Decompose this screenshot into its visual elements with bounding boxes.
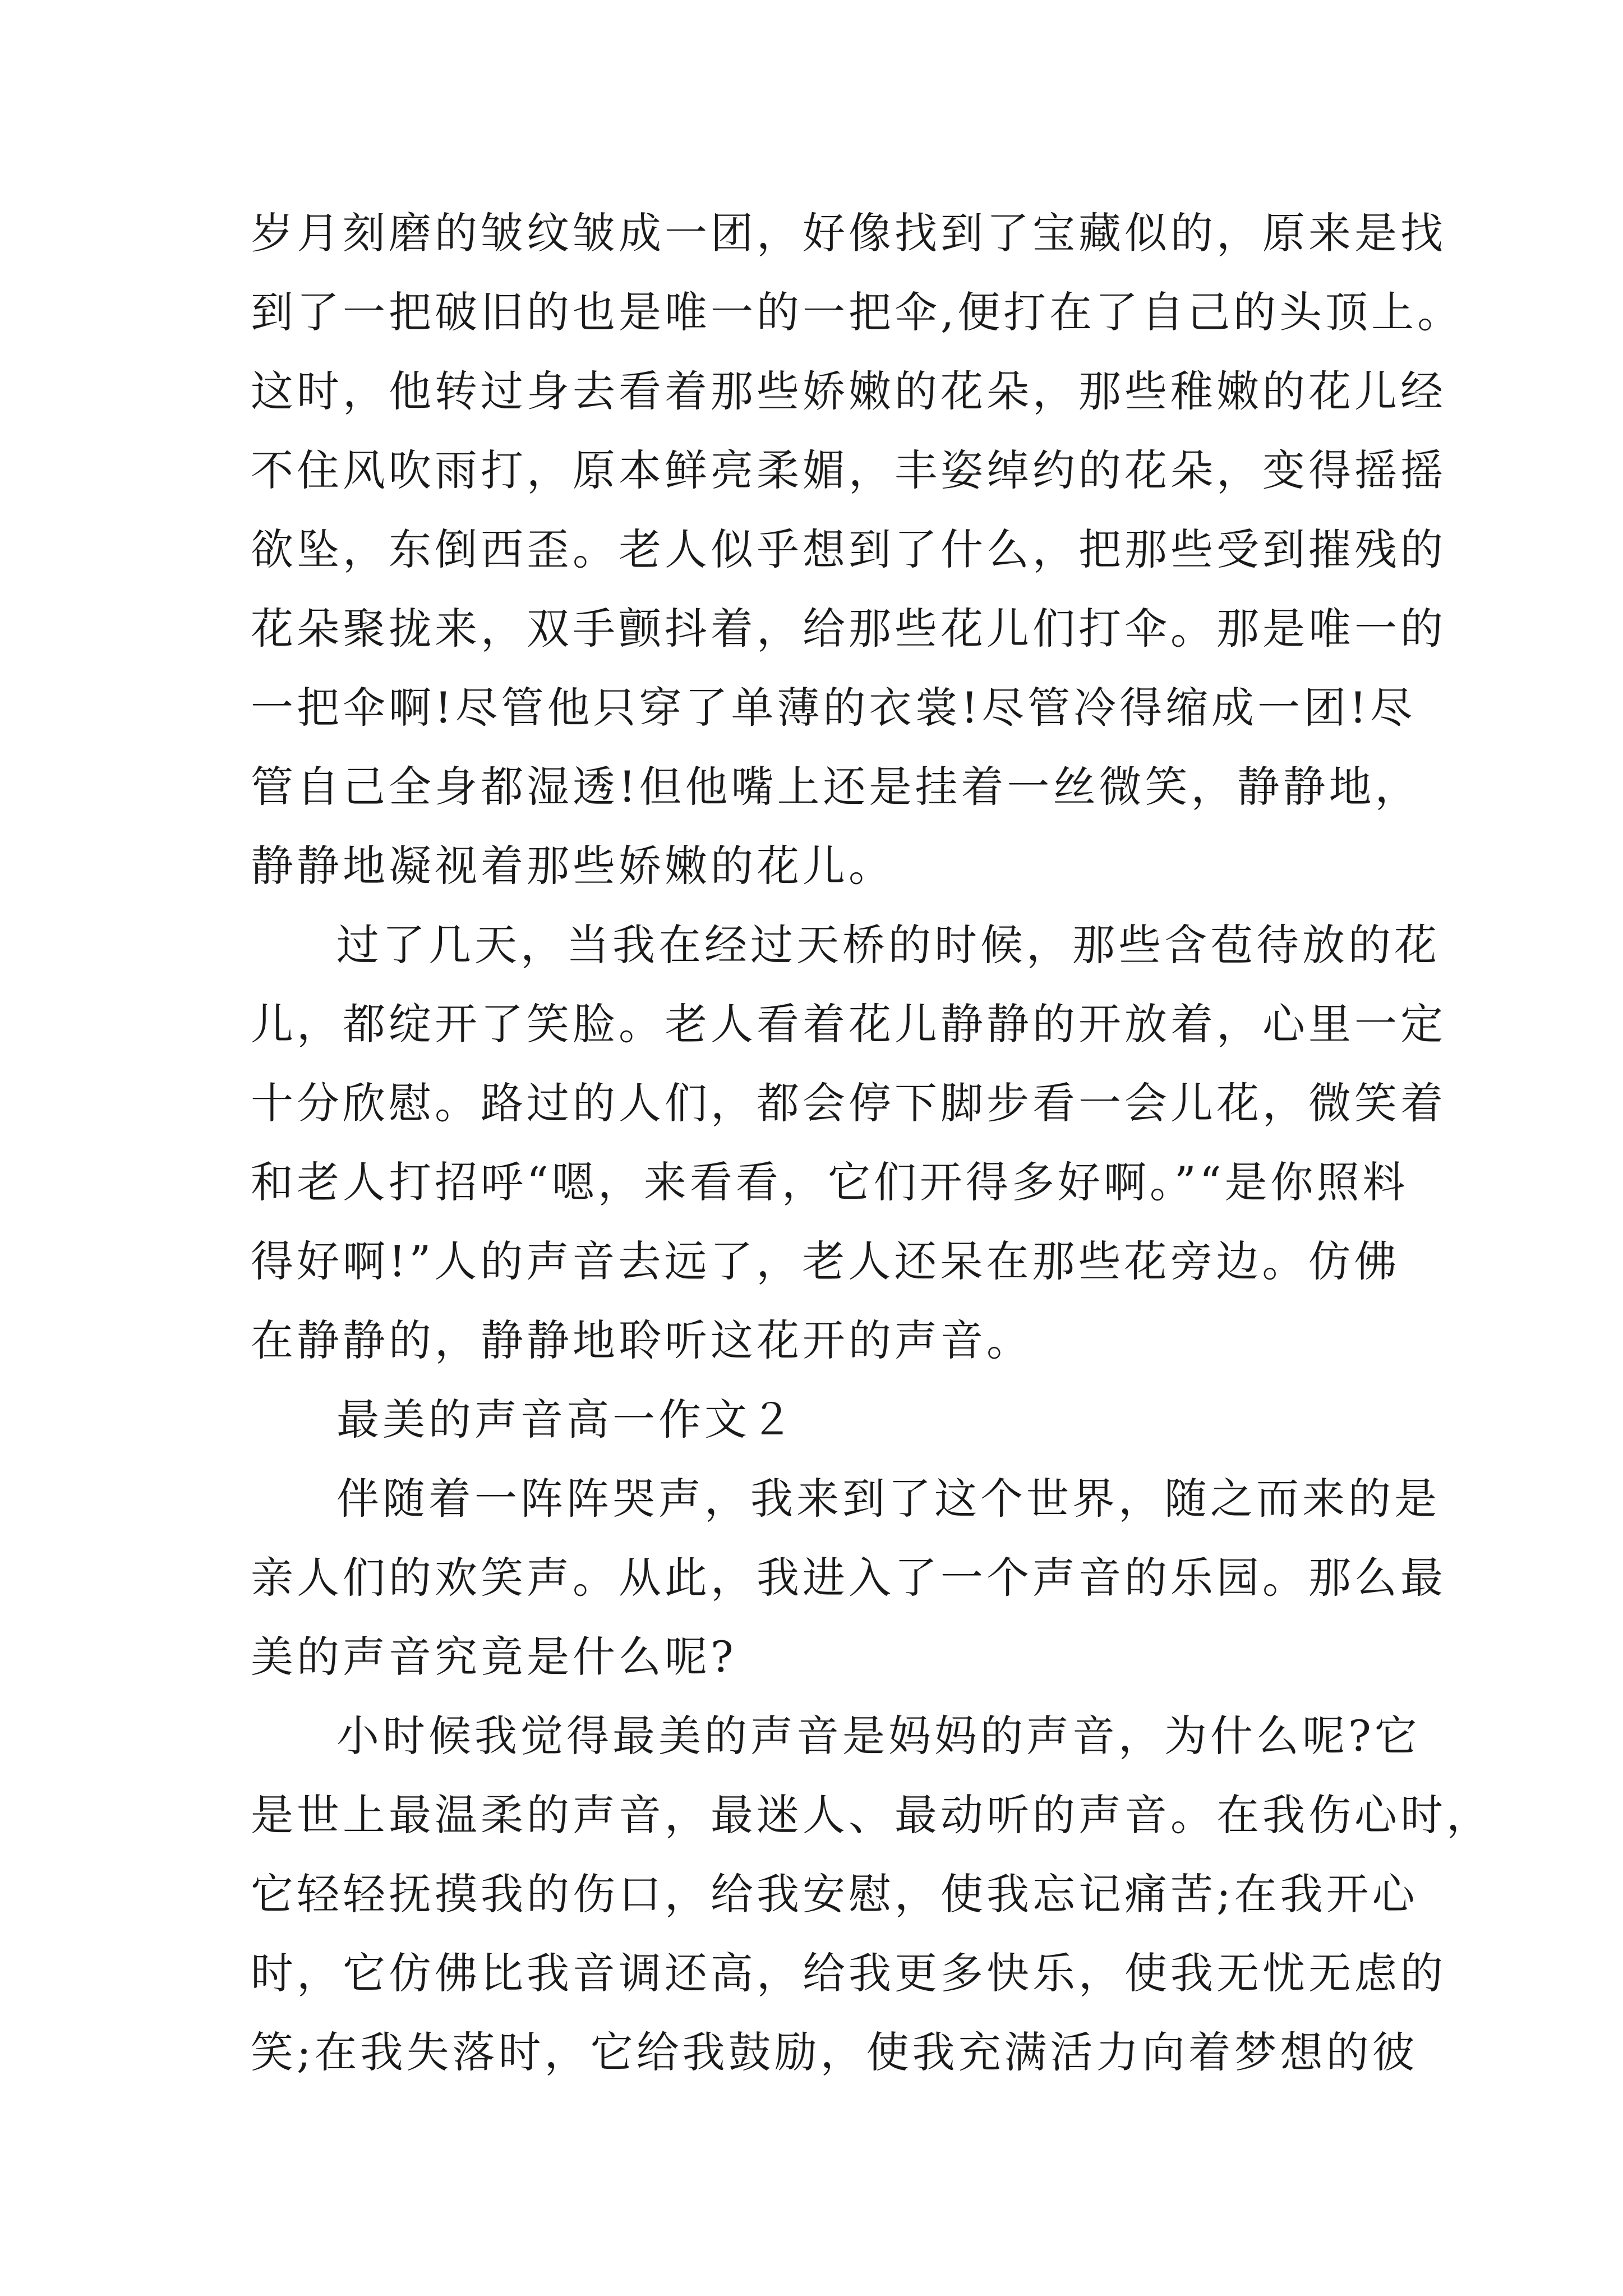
text-line: 一把伞啊!尽管他只穿了单薄的衣裳!尽管冷得缩成一团!尽 <box>251 683 1416 733</box>
text-line: 是世上最温柔的声音，最迷人、最动听的声音。在我伤心时， <box>251 1790 1492 1840</box>
text-line: 儿，都绽开了笑脸。老人看着花儿静静的开放着，心里一定 <box>251 999 1446 1049</box>
text-line: 和老人打招呼“嗯，来看看，它们开得多好啊。”“是你照料 <box>251 1157 1409 1207</box>
text-line: 花朵聚拢来，双手颤抖着，给那些花儿们打伞。那是唯一的 <box>251 604 1446 654</box>
text-line: 不住风吹雨打，原本鲜亮柔媚，丰姿绰约的花朵，变得摇摇 <box>251 445 1446 495</box>
text-line: 亲人们的欢笑声。从此，我进入了一个声音的乐园。那么最 <box>251 1553 1446 1603</box>
text-line: 伴随着一阵阵哭声，我来到了这个世界，随之而来的是 <box>336 1474 1440 1524</box>
text-line: 得好啊!”人的声音去远了，老人还呆在那些花旁边。仿佛 <box>251 1236 1400 1286</box>
text-line: 到了一把破旧的也是唯一的一把伞,便打在了自己的头顶上。 <box>251 287 1464 337</box>
text-line: 岁月刻磨的皱纹皱成一团，好像找到了宝藏似的，原来是找 <box>251 208 1446 258</box>
section-heading: 最美的声音高一作文２ <box>336 1395 796 1444</box>
text-line: 在静静的，静静地聆听这花开的声音。 <box>251 1315 1032 1365</box>
text-line: 笑;在我失落时，它给我鼓励，使我充满活力向着梦想的彼 <box>251 2027 1418 2077</box>
text-line: 管自己全身都湿透!但他嘴上还是挂着一丝微笑，静静地， <box>251 762 1421 812</box>
text-line: 静静地凝视着那些娇嫩的花儿。 <box>251 841 895 891</box>
text-line: 欲坠，东倒西歪。老人似乎想到了什么，把那些受到摧残的 <box>251 524 1446 574</box>
text-line: 美的声音究竟是什么呢? <box>251 1632 737 1682</box>
text-line: 过了几天，当我在经过天桥的时候，那些含苞待放的花 <box>336 920 1440 970</box>
text-line: 十分欣慰。路过的人们，都会停下脚步看一会儿花，微笑着 <box>251 1078 1446 1128</box>
text-line: 小时候我觉得最美的声音是妈妈的声音，为什么呢?它 <box>336 1711 1421 1761</box>
text-line: 时，它仿佛比我音调还高，给我更多快乐，使我无忧无虑的 <box>251 1948 1446 1998</box>
text-line: 这时，他转过身去看着那些娇嫩的花朵，那些稚嫩的花儿经 <box>251 366 1446 416</box>
text-line: 它轻轻抚摸我的伤口，给我安慰，使我忘记痛苦;在我开心 <box>251 1869 1418 1919</box>
